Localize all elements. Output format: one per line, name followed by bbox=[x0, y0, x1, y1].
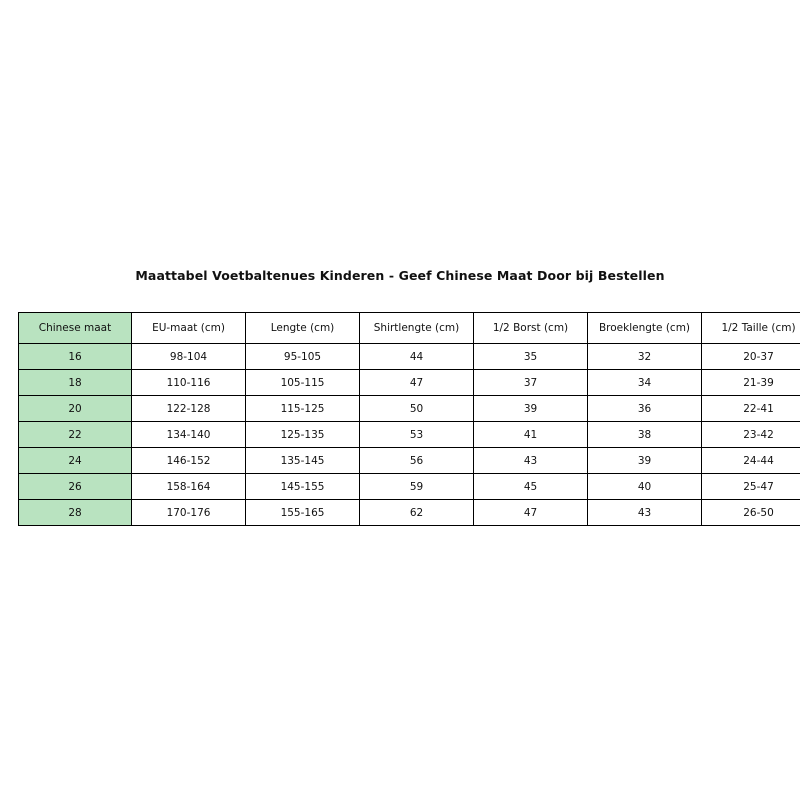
cell-shirtlengte: 47 bbox=[360, 370, 474, 396]
cell-shirtlengte: 53 bbox=[360, 422, 474, 448]
cell-broeklengte: 34 bbox=[588, 370, 702, 396]
cell-half-borst: 47 bbox=[474, 500, 588, 526]
table-row bbox=[19, 474, 800, 500]
cell-half-taille: 25-47 bbox=[702, 474, 800, 500]
cell-broeklengte: 36 bbox=[588, 396, 702, 422]
cell-half-taille: 20-37 bbox=[702, 344, 800, 370]
cell-half-taille: 23-42 bbox=[702, 422, 800, 448]
cell-chinese-maat: 16 bbox=[19, 344, 132, 370]
cell-half-taille: 24-44 bbox=[702, 448, 800, 474]
cell-chinese-maat: 26 bbox=[19, 474, 132, 500]
cell-broeklengte: 32 bbox=[588, 344, 702, 370]
cell-half-borst: 39 bbox=[474, 396, 588, 422]
column-header-broeklengte: Broeklengte (cm) bbox=[588, 313, 702, 344]
cell-shirtlengte: 56 bbox=[360, 448, 474, 474]
column-header-half-taille: 1/2 Taille (cm) bbox=[702, 313, 800, 344]
cell-chinese-maat: 24 bbox=[19, 448, 132, 474]
cell-eu-maat: 158-164 bbox=[132, 474, 246, 500]
cell-broeklengte: 39 bbox=[588, 448, 702, 474]
cell-chinese-maat: 20 bbox=[19, 396, 132, 422]
cell-lengte: 135-145 bbox=[246, 448, 360, 474]
table-row bbox=[19, 396, 800, 422]
cell-shirtlengte: 62 bbox=[360, 500, 474, 526]
cell-eu-maat: 98-104 bbox=[132, 344, 246, 370]
table-row bbox=[19, 344, 800, 370]
cell-lengte: 155-165 bbox=[246, 500, 360, 526]
column-header-eu-maat: EU-maat (cm) bbox=[132, 313, 246, 344]
cell-shirtlengte: 59 bbox=[360, 474, 474, 500]
size-table-container bbox=[18, 312, 796, 526]
cell-eu-maat: 170-176 bbox=[132, 500, 246, 526]
table-header bbox=[19, 313, 800, 344]
column-header-half-borst: 1/2 Borst (cm) bbox=[474, 313, 588, 344]
cell-half-taille: 21-39 bbox=[702, 370, 800, 396]
table-row bbox=[19, 448, 800, 474]
cell-half-borst: 37 bbox=[474, 370, 588, 396]
table-header-row bbox=[19, 313, 800, 344]
cell-half-borst: 41 bbox=[474, 422, 588, 448]
cell-broeklengte: 40 bbox=[588, 474, 702, 500]
table-row bbox=[19, 500, 800, 526]
cell-half-taille: 22-41 bbox=[702, 396, 800, 422]
cell-chinese-maat: 18 bbox=[19, 370, 132, 396]
cell-lengte: 105-115 bbox=[246, 370, 360, 396]
cell-half-borst: 43 bbox=[474, 448, 588, 474]
cell-half-taille: 26-50 bbox=[702, 500, 800, 526]
cell-shirtlengte: 50 bbox=[360, 396, 474, 422]
column-header-lengte: Lengte (cm) bbox=[246, 313, 360, 344]
table-row bbox=[19, 422, 800, 448]
page-title: Maattabel Voetbaltenues Kinderen - Geef Chinese Maat Door bij Bestellen bbox=[135, 268, 665, 283]
cell-lengte: 145-155 bbox=[246, 474, 360, 500]
cell-eu-maat: 134-140 bbox=[132, 422, 246, 448]
cell-broeklengte: 43 bbox=[588, 500, 702, 526]
column-header-chinese-maat: Chinese maat bbox=[19, 313, 132, 344]
size-table bbox=[18, 312, 800, 526]
cell-lengte: 115-125 bbox=[246, 396, 360, 422]
table-body bbox=[19, 344, 800, 526]
cell-lengte: 95-105 bbox=[246, 344, 360, 370]
cell-broeklengte: 38 bbox=[588, 422, 702, 448]
cell-lengte: 125-135 bbox=[246, 422, 360, 448]
cell-half-borst: 35 bbox=[474, 344, 588, 370]
cell-shirtlengte: 44 bbox=[360, 344, 474, 370]
cell-chinese-maat: 22 bbox=[19, 422, 132, 448]
cell-half-borst: 45 bbox=[474, 474, 588, 500]
cell-chinese-maat: 28 bbox=[19, 500, 132, 526]
cell-eu-maat: 122-128 bbox=[132, 396, 246, 422]
cell-eu-maat: 146-152 bbox=[132, 448, 246, 474]
column-header-shirtlengte: Shirtlengte (cm) bbox=[360, 313, 474, 344]
table-row bbox=[19, 370, 800, 396]
cell-eu-maat: 110-116 bbox=[132, 370, 246, 396]
